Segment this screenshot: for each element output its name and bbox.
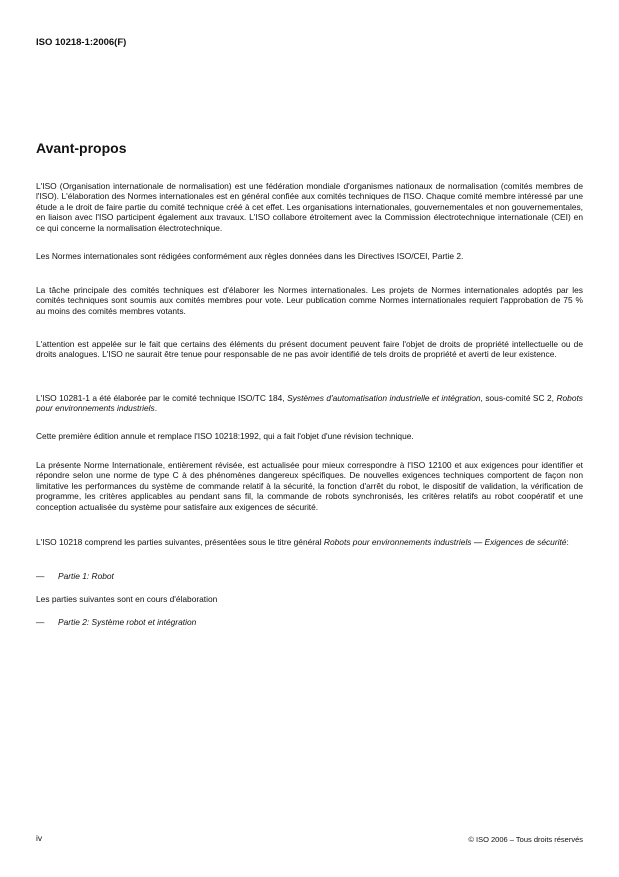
paragraph-8 — [36, 537, 583, 547]
text: . — [154, 403, 158, 414]
document-header: ISO 10218-1:2006(F) — [36, 37, 127, 48]
text: , sous-comité SC 2, — [480, 393, 557, 403]
list-item-text: Partie 2: Système robot et intégration — [58, 617, 197, 627]
text: : — [566, 537, 569, 547]
copyright: © ISO 2006 – Tous droits réservés — [468, 835, 583, 844]
paragraph-2: Les Normes internationales sont rédigées conformément aux règles données dans les Directives ISO/CEI, Partie 2. — [36, 251, 464, 261]
paragraph-4: L'attention est appelée sur le fait que certains des éléments du présent document peuvent faire l'objet de droits de propriété intellectuelle ou de droits analogues. L'ISO ne saurait être tenue pour responsable de ne pas avoir identifié de tels droits de propriété et averti de leur existence. — [36, 339, 583, 360]
list-item-text: Partie 1: Robot — [58, 571, 114, 581]
paragraph-6: Cette première édition annule et remplace l'ISO 10218:1992, qui a fait l'objet d'une révision technique. — [36, 431, 414, 441]
section-title: Avant-propos — [36, 140, 127, 156]
paragraph-9: Les parties suivantes sont en cours d'élaboration — [36, 594, 218, 604]
general-title: Robots pour environnements industriels — Exigences de sécurité — [323, 537, 567, 547]
text: L'ISO 10281-1 a été élaborée par le comité technique ISO/TC 184, — [36, 393, 288, 403]
dash: — — [36, 571, 45, 581]
text: L'ISO 10218 comprend les parties suivantes, présentées sous le titre général — [36, 537, 324, 547]
paragraph-1: L'ISO (Organisation internationale de normalisation) est une fédération mondiale d'organismes nationaux de normalisation (comités membres de l'ISO). L'élaboration des Normes internationales est en général confiée aux comités techniques de l'ISO. Chaque comité membre intéressé par une étude a le droit de faire partie du comité technique créé à cet effet. Les organisations internationales, gouvernementales et non gouvernementales, en liaison avec l'ISO participent également aux travaux. L'ISO collabore étroitement avec la Commission électrotechnique internationale (CEI) en ce qui concerne la normalisation électrotechnique. — [36, 181, 583, 233]
list-item — [36, 571, 114, 581]
page-number: iv — [36, 833, 43, 843]
subcommittee-title: Robots pour environnements industriels — [36, 393, 583, 414]
paragraph-3: La tâche principale des comités techniques est d'élaborer les Normes internationales. Les projets de Normes internationales adoptés par les comités techniques sont soumis aux comités membres pour vote. Leur publication comme Normes internationales requiert l'approbation de 75 % au moins des comités membres votants. — [36, 285, 583, 316]
list-item — [36, 617, 196, 627]
paragraph-7: La présente Norme Internationale, entièrement révisée, est actualisée pour mieux correspondre à l'ISO 12100 et aux exigences pour identifier et répondre selon une norme de type C à des phénomènes dangereux spécifiques. De nouvelles exigences techniques comportent de façon non limitative les performances du système de commande relatif à la sécurité, la fonction d'arrêt du robot, le dispositif de validation, la vérification de programme, les critères applicables au pendant sans fil, la commande de robots synchronisés, les critères relatifs au robot coopératif et une conception actualisée du système pour satisfaire aux exigences de sécurité. — [36, 460, 583, 512]
dash: — — [36, 617, 45, 627]
committee-title: Systèmes d'automatisation industrielle et intégration — [287, 393, 481, 403]
paragraph-5 — [36, 393, 583, 414]
